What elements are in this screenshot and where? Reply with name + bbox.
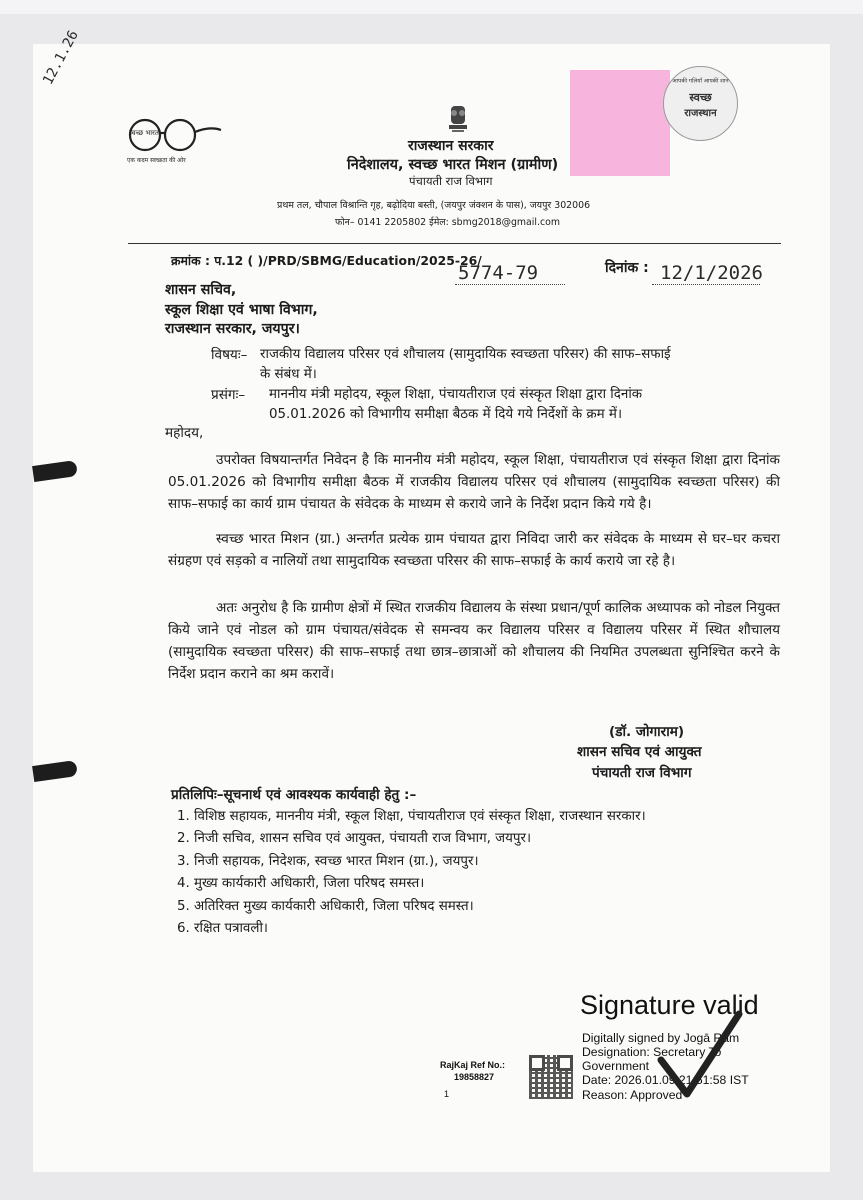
body-paragraph-2-text: स्वच्छ भारत मिशन (ग्रा.) अन्तर्गत प्रत्येक ग्राम पंचायत द्वारा निविदा जारी कर संवेदक के माध्यम से घर–घर कचरा संग्रहण एवं सड़को व नालियों तथा सामुदायिक स्वच्छता परिसर की साफ–सफाई के कार्य कराये जा रहे है। [168,531,780,569]
addressee-line-1: शासन सचिव, [165,282,237,298]
date-label: दिनांक : [605,260,649,276]
salutation: महोदय, [165,425,204,441]
copy-to-item: 6. रक्षित पत्रावली। [177,921,269,937]
department-name: निदेशालय, स्वच्छ भारत मिशन (ग्रामीण) [347,157,559,173]
copy-to-item: 3. निजी सहायक, निदेशक, स्वच्छ भारत मिशन (ग्रा.), जयपुर। [177,853,479,869]
rajkaj-ref-number: 19858827 [454,1072,495,1082]
reference-label: क्रमांक : प.12 ( )/PRD/SBMG/Education/2025-26/ [171,253,482,268]
signatory-department: पंचायती राज विभाग [592,765,692,781]
copy-to-item: 5. अतिरिक्त मुख्य कार्यकारी अधिकारी, जिला परिषद समस्त। [177,898,474,914]
addressee-line-2: स्कूल शिक्षा एवं भाषा विभाग, [165,302,318,318]
swachh-logo-tagline: एक कदम स्वच्छता की ओर [127,157,186,164]
page-number: 1 [444,1089,450,1099]
office-contact: फोन– 0141 2205802 ईमेल: sbmg2018@gmail.com [335,217,560,228]
header-divider [128,243,781,244]
pink-sticky-note [570,70,670,176]
context-line-1: माननीय मंत्री महोदय, स्कूल शिक्षा, पंचायतीराज एवं संस्कृत शिक्षा द्वारा दिनांक [269,387,643,402]
reference-dotline [455,284,565,285]
copy-to-heading: प्रतिलिपिः–सूचनार्थ एवं आवश्यक कार्यवाही हेतु :– [171,787,417,803]
seal-line-1: आपकी गलियाँ आपकी शान [672,77,729,85]
signature-detail-2: Designation: Secretary To [582,1045,722,1059]
body-paragraph-3 [168,597,780,685]
signature-detail-4: Date: 2026.01.09 21:51:58 IST [582,1073,749,1087]
date-dotline [652,284,760,285]
seal-line-3: राजस्थान [684,108,717,119]
swachh-bharat-logo [125,118,225,174]
top-bar [0,0,863,14]
signature-detail-1: Digitally signed by Jogā Ram [582,1031,740,1045]
rajkaj-ref-label: RajKaj Ref No.: [440,1060,506,1070]
subject-line-1: राजकीय विद्यालय परिसर एवं शौचालय (सामुदायिक स्वच्छता परिसर) की साफ–सफाई [260,347,671,362]
handwritten-reference-number: 5774-79 [458,262,539,284]
copy-to-item: 2. निजी सचिव, शासन सचिव एवं आयुक्त, पंचायती राज विभाग, जयपुर। [177,831,532,847]
copy-to-list [177,806,797,940]
body-paragraph-1 [168,449,780,515]
sub-department: पंचायती राज विभाग [409,174,493,188]
qr-code-icon [529,1055,573,1099]
signature-detail-5: Reason: Approved [582,1088,683,1102]
office-address: प्रथम तल, चौपाल विश्रान्ति गृह, बढ़ोदिया बस्ती, (जयपुर जंक्शन के पास), जयपुर 302006 [277,200,591,211]
swachh-logo-text: स्वच्छ भारत [129,129,159,137]
handwritten-date: 12/1/2026 [660,262,763,284]
subject-label: विषयः– [211,347,248,363]
signature-checkmark-icon [655,1008,745,1103]
context-label: प्रसंगः– [211,387,246,403]
body-paragraph-2 [168,528,780,572]
signatory-name: (डॉ. जोगाराम) [609,724,685,740]
gov-name: राजस्थान सरकार [408,138,494,154]
context-line-2: 05.01.2026 को विभागीय समीक्षा बैठक में दिये गये निर्देशों के क्रम में। [269,407,623,422]
addressee-line-3: राजस्थान सरकार, जयपुर। [165,321,300,337]
swachh-rajasthan-seal [663,66,738,141]
subject-line-2: के संबंध में। [260,367,317,382]
signature-valid-title: Signature valid [580,990,759,1020]
margin-handwritten-date: 12.1.26 [40,27,82,88]
state-emblem-icon [447,104,469,134]
copy-to-item: 4. मुख्य कार्यकारी अधिकारी, जिला परिषद समस्त। [177,876,425,892]
copy-to-item: 1. विशिष्ठ सहायक, माननीय मंत्री, स्कूल शिक्षा, पंचायतीराज एवं संस्कृत शिक्षा, राजस्थान सरकार। [177,809,646,824]
signature-detail-3: Government [582,1059,650,1073]
seal-line-2: स्वच्छ [689,91,712,104]
body-paragraph-1-text: उपरोक्त विषयान्तर्गत निवेदन है कि माननीय मंत्री महोदय, स्कूल शिक्षा, पंचायतीराज एवं संस्कृत शिक्षा द्वारा दिनांक 05.01.2026 को विभागीय समीक्षा बैठक में राजकीय विद्यालय परिसर एवं शौचालय (सामुदायिक स्वच्छता परिसर) की साफ–सफाई का कार्य ग्राम पंचायत के संवेदक के माध्यम से कराये जाने के निर्देश प्रदान किये गये है। [168,452,780,512]
body-paragraph-3-text: अतः अनुरोध है कि ग्रामीण क्षेत्रों में स्थित राजकीय विद्यालय के संस्था प्रधान/पूर्ण कालिक अध्यापक को नोडल नियुक्त किये जाने एवं नोडल को ग्राम पंचायत/संवेदक से समन्वय कर विद्यालय परिसर व विद्यालय परिसर में स्थित शौचालय (सामुदायिक स्वच्छता परिसर) की साफ–सफाई तथा छात्र–छात्राओं को शौचालय की नियमित उपलब्धता सुनिश्चित करने के निर्देश प्रदान कराने का श्रम करावें। [168,600,780,682]
signatory-designation: शासन सचिव एवं आयुक्त [577,744,702,760]
